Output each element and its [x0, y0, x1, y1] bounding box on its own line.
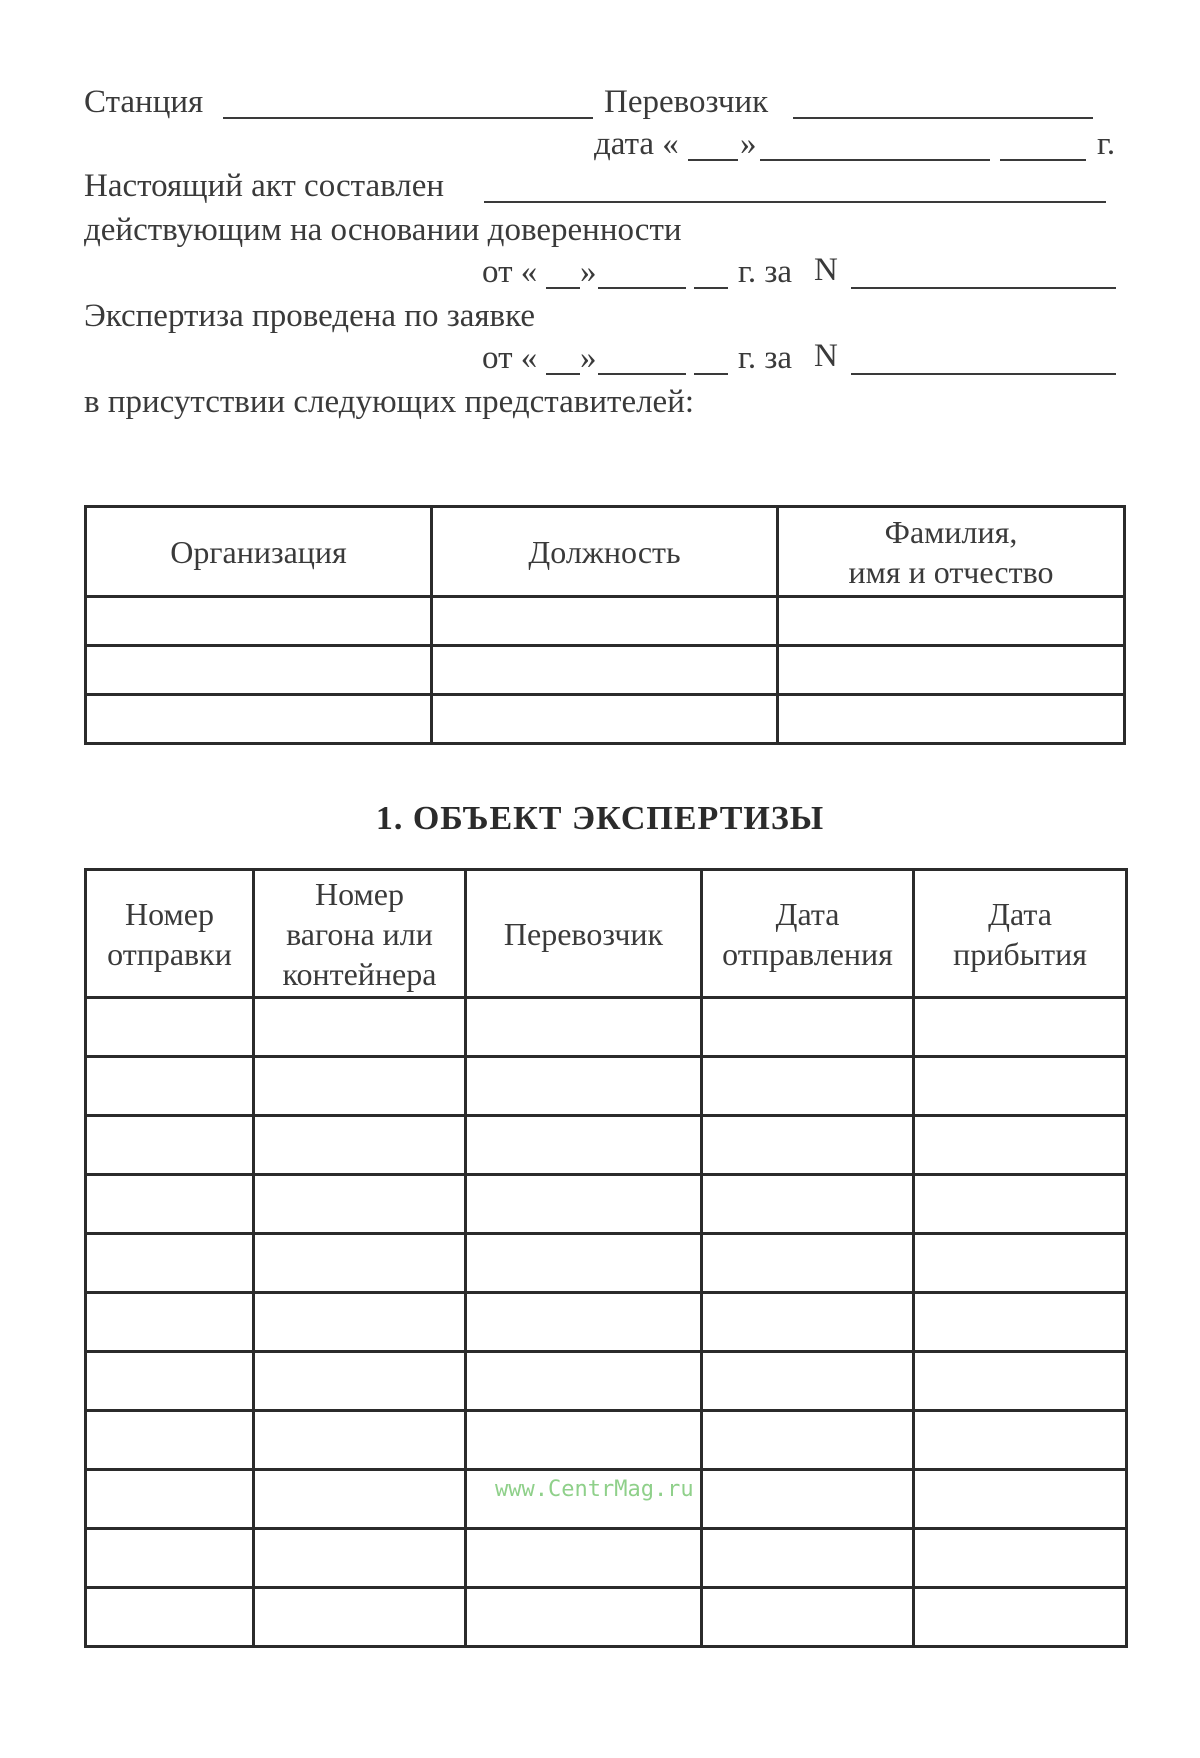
table-row	[86, 1175, 1127, 1234]
request-year-field[interactable]	[694, 373, 728, 375]
table-cell[interactable]	[702, 1411, 914, 1470]
table-row	[86, 695, 1125, 744]
table-cell[interactable]	[254, 1057, 466, 1116]
table-cell[interactable]	[254, 1588, 466, 1647]
act-label: Настоящий акт составлен	[84, 168, 445, 204]
table-cell[interactable]	[914, 1588, 1127, 1647]
date-year-field[interactable]	[1000, 159, 1086, 161]
table-cell[interactable]	[702, 1116, 914, 1175]
watermark: www.CentrMag.ru	[495, 1477, 694, 1502]
proxy-year-field[interactable]	[694, 287, 728, 289]
table-cell[interactable]	[914, 1352, 1127, 1411]
table-cell[interactable]	[254, 1293, 466, 1352]
proxy-number-sign: N	[814, 252, 838, 288]
presence-label: в присутствии следующих представителей:	[84, 384, 695, 420]
column-header-organization: Организация	[86, 507, 432, 597]
date-label: дата «	[594, 126, 679, 162]
proxy-month-field[interactable]	[598, 287, 686, 289]
table-row	[86, 1057, 1127, 1116]
proxy-label: действующим на основании доверенности	[84, 212, 682, 248]
table-cell[interactable]	[86, 1234, 254, 1293]
table-row	[86, 597, 1125, 646]
column-header-shipment-number: Номер отправки	[86, 870, 254, 998]
station-field[interactable]	[223, 117, 593, 119]
expertise-object-table	[84, 868, 1128, 1648]
table-cell[interactable]	[914, 1411, 1127, 1470]
request-number-sign: N	[814, 338, 838, 374]
request-from-label: от «	[482, 340, 538, 376]
table-cell[interactable]	[914, 1234, 1127, 1293]
table-cell[interactable]	[778, 597, 1125, 646]
request-close-quote: »	[580, 340, 597, 376]
table-cell[interactable]	[86, 1352, 254, 1411]
column-header-full-name: Фамилия, имя и отчество	[778, 507, 1125, 597]
request-number-field[interactable]	[851, 373, 1116, 375]
column-header-carrier: Перевозчик	[466, 870, 702, 998]
table-row	[86, 646, 1125, 695]
table-cell[interactable]	[254, 1470, 466, 1529]
date-close-quote: »	[740, 126, 757, 162]
table-cell[interactable]	[254, 1116, 466, 1175]
table-cell[interactable]	[86, 1411, 254, 1470]
table-cell[interactable]	[254, 1234, 466, 1293]
section-title-expertise-object: 1. ОБЪЕКТ ЭКСПЕРТИЗЫ	[375, 800, 825, 837]
table-cell[interactable]	[702, 1470, 914, 1529]
table-cell[interactable]	[86, 1529, 254, 1588]
table-cell[interactable]	[432, 646, 778, 695]
table-cell[interactable]	[86, 646, 432, 695]
table-cell[interactable]	[702, 1293, 914, 1352]
table-cell[interactable]	[86, 1175, 254, 1234]
proxy-number-field[interactable]	[851, 287, 1116, 289]
proxy-day-field[interactable]	[546, 287, 580, 289]
table-cell[interactable]	[432, 695, 778, 744]
table-cell[interactable]	[702, 998, 914, 1057]
table-cell[interactable]	[86, 1293, 254, 1352]
table-cell[interactable]	[254, 1529, 466, 1588]
column-header-arrival-date: Дата прибытия	[914, 870, 1127, 998]
table-cell[interactable]	[914, 998, 1127, 1057]
table-cell[interactable]	[702, 1234, 914, 1293]
table-cell[interactable]	[254, 1175, 466, 1234]
expertise-label: Экспертиза проведена по заявке	[84, 298, 535, 334]
table-row	[86, 1411, 1127, 1470]
table-cell[interactable]	[254, 998, 466, 1057]
table-row	[86, 1116, 1127, 1175]
table-cell[interactable]	[702, 1588, 914, 1647]
column-header-departure-date: Дата отправления	[702, 870, 914, 998]
table-cell[interactable]	[466, 1529, 702, 1588]
table-cell[interactable]	[86, 1057, 254, 1116]
table-cell[interactable]	[466, 1352, 702, 1411]
column-header-wagon-number: Номер вагона или контейнера	[254, 870, 466, 998]
proxy-close-quote: »	[580, 254, 597, 290]
date-day-field[interactable]	[688, 159, 738, 161]
table-cell[interactable]	[86, 1116, 254, 1175]
table-cell[interactable]	[778, 695, 1125, 744]
request-year-for-label: г. за	[738, 340, 792, 376]
proxy-year-for-label: г. за	[738, 254, 792, 290]
table-cell[interactable]	[466, 1234, 702, 1293]
table-cell[interactable]	[466, 998, 702, 1057]
table-cell[interactable]	[702, 1057, 914, 1116]
table-row	[86, 1529, 1127, 1588]
carrier-label: Перевозчик	[604, 84, 769, 120]
table-row	[86, 1352, 1127, 1411]
station-label: Станция	[84, 84, 204, 120]
act-author-field[interactable]	[484, 201, 1106, 203]
table-cell[interactable]	[466, 1116, 702, 1175]
carrier-field[interactable]	[793, 117, 1093, 119]
table-cell[interactable]	[914, 1470, 1127, 1529]
object-header-row	[86, 870, 1127, 998]
table-cell[interactable]	[86, 597, 432, 646]
table-cell[interactable]	[466, 1057, 702, 1116]
table-cell[interactable]	[86, 1588, 254, 1647]
table-cell[interactable]	[702, 1175, 914, 1234]
table-cell[interactable]	[914, 1293, 1127, 1352]
table-cell[interactable]	[702, 1352, 914, 1411]
table-cell[interactable]	[778, 646, 1125, 695]
date-year-suffix: г.	[1097, 126, 1116, 162]
table-cell[interactable]	[914, 1057, 1127, 1116]
request-month-field[interactable]	[598, 373, 686, 375]
table-cell[interactable]	[254, 1411, 466, 1470]
request-day-field[interactable]	[546, 373, 580, 375]
table-cell[interactable]	[914, 1529, 1127, 1588]
date-month-field[interactable]	[760, 159, 990, 161]
proxy-from-label: от «	[482, 254, 538, 290]
table-row	[86, 1234, 1127, 1293]
table-cell[interactable]	[914, 1175, 1127, 1234]
table-row	[86, 998, 1127, 1057]
table-cell[interactable]	[254, 1352, 466, 1411]
table-cell[interactable]	[466, 1411, 702, 1470]
table-cell[interactable]	[914, 1116, 1127, 1175]
table-cell[interactable]	[86, 998, 254, 1057]
table-row	[86, 1293, 1127, 1352]
representatives-header-row	[86, 507, 1125, 597]
column-header-position: Должность	[432, 507, 778, 597]
representatives-table	[84, 505, 1126, 745]
table-cell[interactable]	[466, 1588, 702, 1647]
table-cell[interactable]	[702, 1529, 914, 1588]
table-cell[interactable]	[466, 1293, 702, 1352]
table-cell[interactable]	[432, 597, 778, 646]
table-cell[interactable]	[86, 1470, 254, 1529]
table-row	[86, 1588, 1127, 1647]
table-cell[interactable]	[86, 695, 432, 744]
table-cell[interactable]	[466, 1175, 702, 1234]
